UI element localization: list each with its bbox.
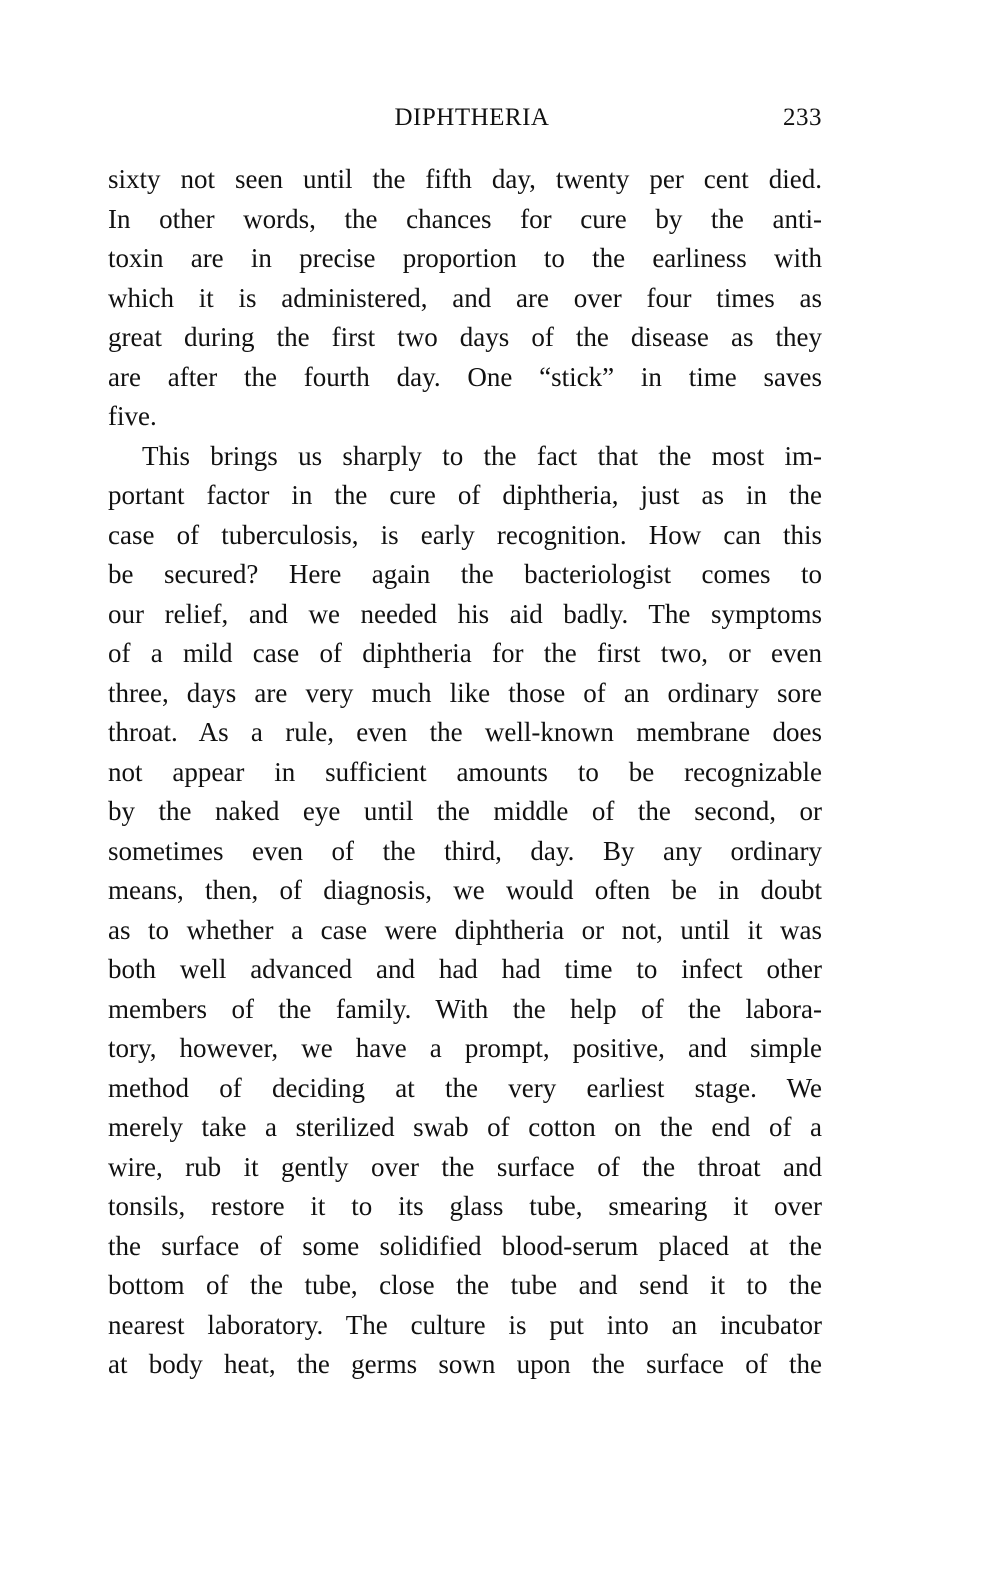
page-number: 233	[783, 104, 822, 131]
text-line: the surface of some solidified blood-serum placed at the	[108, 1230, 822, 1261]
running-title: DIPHTHERIA	[394, 104, 550, 131]
text-line: as to whether a case were diphtheria or not, until it was	[108, 914, 822, 945]
text-line: five.	[108, 401, 157, 431]
body-text	[108, 160, 822, 1385]
text-line: portant factor in the cure of diphtheria, just as in the	[108, 480, 822, 510]
text-line: tory, however, we have a prompt, positive, and simple	[108, 1033, 822, 1063]
text-line: both well advanced and had had time to infect other	[108, 954, 822, 984]
text-line: three, days are very much like those of an ordinary sore	[108, 677, 822, 708]
running-head	[108, 104, 822, 138]
text-line: our relief, and we needed his aid badly. The symptoms	[108, 598, 822, 629]
text-line: nearest laboratory. The culture is put into an incubator	[108, 1309, 822, 1340]
text-line: throat. As a rule, even the well-known membrane does	[108, 717, 822, 747]
text-line: sometimes even of the third, day. By any ordinary	[108, 835, 822, 866]
text-line: not appear in sufficient amounts to be recognizable	[108, 756, 822, 787]
text-line: This brings us sharply to the fact that the most im-	[142, 440, 822, 471]
text-line: sixty not seen until the fifth day, twenty per cent died.	[108, 164, 822, 194]
text-line: merely take a sterilized swab of cotton on the end of a	[108, 1112, 822, 1142]
text-line: be secured? Here again the bacteriologist comes to	[108, 559, 822, 589]
text-line: bottom of the tube, close the tube and send it to the	[108, 1270, 822, 1300]
text-line: method of deciding at the very earliest stage. We	[108, 1072, 822, 1103]
text-line: of a mild case of diphtheria for the first two, or even	[108, 638, 822, 668]
text-line: wire, rub it gently over the surface of the throat and	[108, 1151, 822, 1182]
text-line: In other words, the chances for cure by the anti-	[108, 203, 822, 234]
paragraph	[108, 437, 822, 1385]
text-line: case of tuberculosis, is early recognition. How can this	[108, 519, 822, 550]
text-line: which it is administered, and are over four times as	[108, 282, 822, 313]
text-line: by the naked eye until the middle of the second, or	[108, 796, 822, 826]
text-line: means, then, of diagnosis, we would often be in doubt	[108, 875, 822, 905]
text-line: are after the fourth day. One “stick” in time saves	[108, 361, 822, 392]
text-line: members of the family. With the help of the labora-	[108, 993, 822, 1024]
paragraph	[108, 160, 822, 437]
text-line: great during the first two days of the disease as they	[108, 322, 822, 352]
text-line: toxin are in precise proportion to the earliness with	[108, 243, 822, 273]
text-line: at body heat, the germs sown upon the surface of the	[108, 1349, 822, 1379]
text-line: tonsils, restore it to its glass tube, smearing it over	[108, 1191, 822, 1221]
